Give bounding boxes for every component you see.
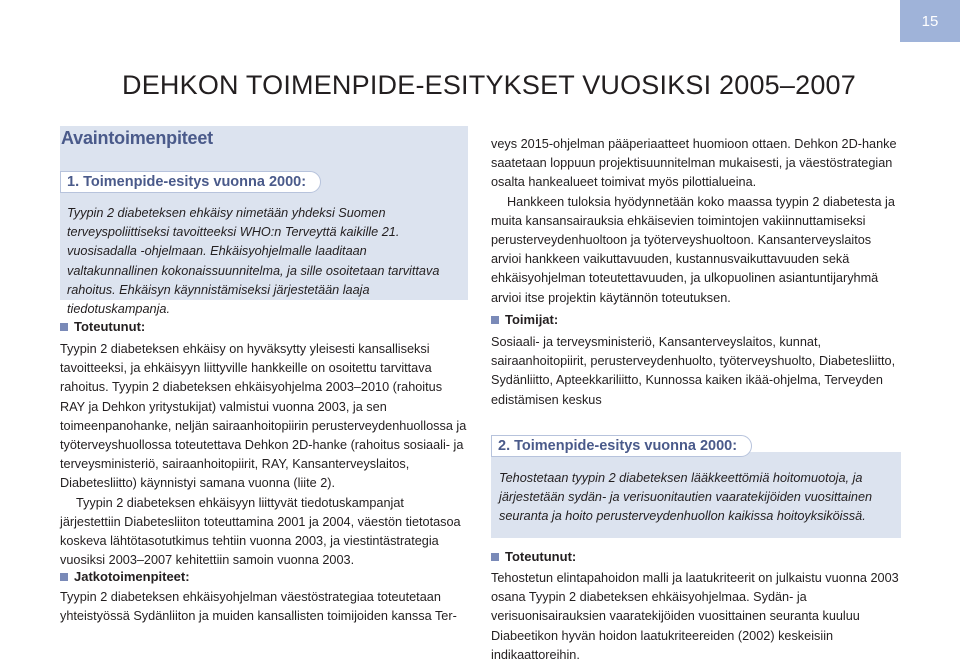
- done-text-right: Tehostetun elintapahoidon malli ja laatukriteerit on julkaistu vuonna 2003 osana Tyypin 2 diabeteksen ehkäisyohjelmaa. Sydän- ja verisuonisairauksien vaaratekijöiden vuosittainen seuranta kuuluu Diabeetikon hyvän hoidon laatukriteereiden (2002) keskeisiin indikaattoreihin.: [491, 571, 899, 662]
- actors-heading: [491, 312, 558, 327]
- bullet-square-icon: [60, 323, 68, 331]
- done-heading-right: [491, 549, 576, 564]
- proposal-1-text: Tyypin 2 diabeteksen ehkäisy nimetään yhdeksi Suomen terveyspoliittiseksi tavoitteeksi WHO:n Terveyttä kaikille 21. vuosisadalla -ohjelmaan. Ehkäisyohjelmalle laaditaan valtakunnallinen kokonaissuunnitelma, ja sille osoitetaan tarvittava rahoitus. Ehkäisyn käynnistämiseksi järjestetään laaja tiedotuskampanja.: [67, 206, 440, 317]
- key-measures-title: Avaintoimenpiteet: [61, 128, 213, 148]
- proposal-2-text: Tehostetaan tyypin 2 diabeteksen lääkkeettömiä hoitomuotoja, ja järjestetään sydän- ja verisuonitautien vaaratekijöiden vuosittainen seuranta ja hoito perusterveydenhuollon kaikissa hoitoyksiköissä.: [499, 471, 873, 524]
- next-steps-heading: [60, 569, 190, 584]
- actors-text: Sosiaali- ja terveysministeriö, Kansanterveyslaitos, kunnat, sairaanhoitopiirit, perusterveydenhuolto, työterveyshuolto, Diabetesliitto, Sydänliitto, Apteekkariliitto, Kunnossa kaiken ikää-ohjelma, Terveyden edistämisen keskus: [491, 335, 896, 407]
- done-heading-left-label: Toteutunut:: [74, 319, 146, 334]
- page-number: 15: [900, 0, 960, 42]
- next-steps-heading-label: Jatkotoimenpiteet:: [74, 569, 190, 584]
- proposal-2-label: 2. Toimenpide-esitys vuonna 2000:: [491, 435, 752, 457]
- proposal-1-label: 1. Toimenpide-esitys vuonna 2000:: [60, 171, 321, 193]
- done-heading-right-label: Toteutunut:: [505, 549, 577, 564]
- bullet-square-icon: [491, 316, 499, 324]
- done-text-left: [60, 340, 468, 570]
- bullet-square-icon: [491, 553, 499, 561]
- continued-text: [491, 135, 901, 308]
- bullet-square-icon: [60, 573, 68, 581]
- done-paragraph-2: Tyypin 2 diabeteksen ehkäisyyn liittyvät tiedotuskampanjat järjestettiin Diabetesliiton toteuttamina 2001 ja 2004, väestön tietotasoa koskeva lähtötasotutkimus tehtiin vuonna 2003, ja viestintästrategia vuosiksi 2003–2007 kehitettiin samoin vuonna 2003.: [60, 495, 461, 568]
- continued-paragraph-1: veys 2015-ohjelman pääperiaatteet huomioon ottaen. Dehkon 2D-hanke saatetaan loppuun projektisuunnitelman mukaisesti, ja väestöstrategian osalta hankealueet toimivat myös pilottialueina.: [491, 137, 897, 190]
- page-title: DEHKON TOIMENPIDE-ESITYKSET VUOSIKSI 2005–2007: [122, 70, 856, 100]
- continued-paragraph-2: Hankkeen tuloksia hyödynnetään koko maassa tyypin 2 diabetesta ja muita kansansairauksia ehkäisevien toimintojen vakiinnuttamiseksi perusterveydenhuoltoon ja työterveyshuoltoon. Kansanterveyslaitos arvioi hankkeen vaikuttavuuden, kustannusvaikuttavuuden sekä ehkäisyohjelman toteutettavuuden, ja ulkopuolinen asiantuntijaryhmä arvioi itse projektin käytännön toteutuksen.: [491, 194, 895, 305]
- done-heading-left: [60, 319, 145, 334]
- actors-heading-label: Toimijat:: [505, 312, 559, 327]
- next-steps-text: Tyypin 2 diabeteksen ehkäisyohjelman väestöstrategiaa toteutetaan yhteistyössä Sydänliiton ja muiden kansallisten toimijoiden kanssa Ter-: [60, 590, 457, 624]
- done-paragraph-1: Tyypin 2 diabeteksen ehkäisy on hyväksytty yleisesti kansalliseksi tavoitteeksi, ja ehkäisyyn liittyville hankkeille on osoitettu tarvittava rahoitus. Tyypin 2 diabeteksen ehkäisyohjelma 2003–2010 (rahoitus RAY ja Dehkon yritystukijat) valmistui vuonna 2003, ja sen toimeenpanohanke, neljän sairaanhoitopiirin perusterveydenhuollossa ja työterveyshuollossa toteutettava Dehkon 2D-hanke (rahoitus sosiaali- ja terveysministeriö, sairaanhoitopiirit, RAY, Kansanterveyslaitos, Diabetesliitto) käynnistyi samana vuonna (liite 2).: [60, 342, 467, 491]
